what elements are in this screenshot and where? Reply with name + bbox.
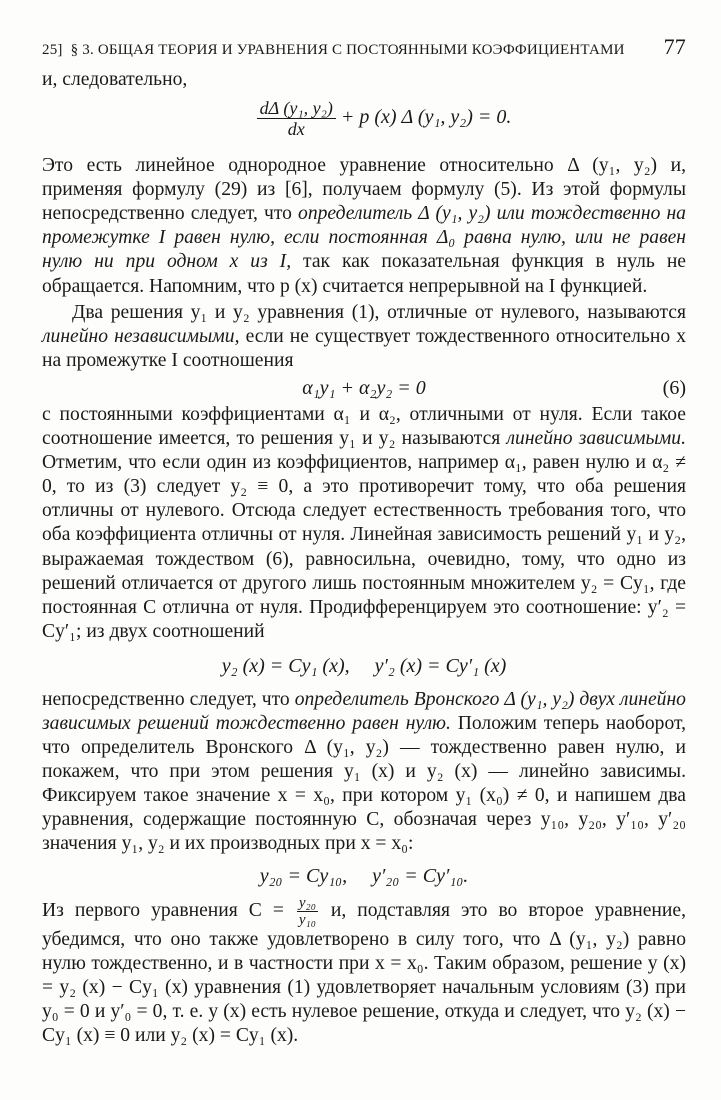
equation-wronskian-derivative (42, 92, 686, 154)
term-dependent: линейно зависимыми. (506, 428, 686, 450)
eqY-body: y₂ (x) = Cy₁ (x), y′₂ (x) = Cy′₁ (x) (221, 654, 507, 677)
equation-6 (42, 373, 686, 403)
paragraph-2: Два решения y₁ и y₂ уравнения (1), отличные от нулевого, называются линейно независимыми, если не существует тождественного относительно x на промежутке I соотношения (42, 301, 687, 371)
constant-fraction: $\frac{\text{y₂₀}}{\text{y₁₀}}$ (298, 894, 316, 928)
paragraph-5: Из первого уравнения C = $\frac{\text{y₂₀}}{\text{y₁₀}}$ и, подставляя это во второе уравнение, убедимся, что оно также удовлетворено в силу того, что Δ (y₁, y₂) равно нулю тождественно, и в частности при x = x₀. Таким образом, решение y (x) = y₂ (x) − Cy₁ (x) уравнения (1) удовлетворяет начальным условиям (3) при y₀ = 0 и y′₀ = 0, т. е. y (x) есть нулевое решение, откуда и следует, что y₂ (x) − Cy₁ (x) ≡ 0 или y₂ (x) = Cy₁ (x). (42, 894, 686, 1046)
eqY2-body: y₂₀ = Cy₁₀, y′₂₀ = Cy′₁₀. (259, 864, 469, 887)
term-independent: линейно независимыми, (42, 325, 240, 347)
eq1-denominator: dx (287, 119, 305, 140)
page-number: 77 (663, 34, 686, 59)
paragraph-1: Это есть линейное однородное уравнение относительно Δ (y₁, y₂) и, применяя формулу (29) из [6], получаем формулу (5). Из этой формулы непосредственно следует, что определитель Δ (y₁, y₂) или тождественно на промежутке I равен нулю, если постоянная Δ₀ равна нулю, или не равен нулю ни при одном x из I, так как показательная функция в нуль не обращается. Напомним, что p (x) считается непрерывной на I функцией. (42, 155, 686, 297)
wronskian-statement: определитель Вронского Δ (y₁, y₂) двух линейно зависимых решений тождественно равен нулю. (42, 688, 686, 734)
paragraph-4: непосредственно следует, что определитель Вронского Δ (y₁, y₂) двух линейно зависимых решений тождественно равен нулю. Положим теперь наоборот, что определитель Вронского Δ (y₁, y₂) — тождественно равен нулю, и покажем, что при этом решения y₁ (x) и y₂ (x) — линейно зависимы. Фиксируем такое значение x = x₀, при котором y₁ (x₀) ≠ 0, и напишем два уравнения, содержащие постоянную C, обозначая через y₁₀, y₂₀, y′₁₀, y′₂₀ значения y₁, y₂ и их производных при x = x₀: (42, 688, 686, 855)
running-header (42, 34, 686, 68)
eq6-number: (6) (662, 376, 686, 399)
running-title: § 3. ОБЩАЯ ТЕОРИЯ И УРАВНЕНИЯ С ПОСТОЯННЫМИ КОЭФФИЦИЕНТАМИ (70, 42, 625, 58)
equation-proportional (42, 644, 686, 688)
eq1-rest: + p (x) Δ (y₁, y₂) = 0. (340, 106, 512, 129)
equation-initial-values (42, 857, 686, 895)
section-ref: 25] (42, 42, 63, 58)
eq6-body: α₁y₁ + α₂y₂ = 0 (302, 376, 426, 399)
theorem-statement: определитель Δ (y₁, y₂) или тождественно на промежутке I равен нулю, если постоянная Δ₀ равна нулю, или не равен нулю ни при одном x из I, (42, 203, 686, 273)
intro-line: и, следовательно, (42, 69, 188, 90)
eq1-numerator: dΔ (y₁, y₂) (257, 98, 336, 119)
paragraph-3: с постоянными коэффициентами α₁ и α₂, отличными от нуля. Если такое соотношение имеется, то решения y₁ и y₂ называются линейно зависимыми. Отметим, что если один из коэффициентов, например α₁, равен нулю и α₂ ≠ 0, то из (3) следует y₂ ≡ 0, а это противоречит тому, что оба решения отличны от нулевого. Отсюда следует естественность требования того, что оба коэффициента отличны от нуля. Линейная зависимость решений y₁ и y₂, выражаемая тождеством (6), равносильна, очевидно, тому, что одно из решений отличается от другого лишь постоянным множителем y₂ = Cy₁, где постоянная C отлична от нуля. Продифференцируем это соотношение: y′₂ = Cy′₁; из двух соотношений (42, 403, 686, 642)
book-page (42, 34, 686, 1048)
